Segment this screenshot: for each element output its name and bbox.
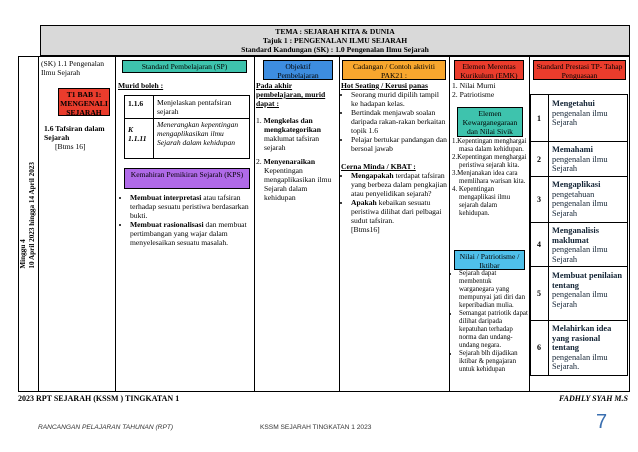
prestasi-level-number: 1 [537,114,541,123]
header-banner [40,25,630,56]
prestasi-level-number: 2 [537,155,541,164]
cerna-minda-list [341,171,448,234]
kps-item: • Membuat rasionalisasi dan membuat pertimbangan yang wajar dalam menyelesaikan sesuatu masalah. [130,220,252,247]
prestasi-level-number: 3 [537,195,541,204]
header-title: Tajuk 1 : PENGENALAN ILMU SEJARAH [262,36,408,45]
kewarganegaraan-item: 4. Kepentingan mengaplikasi ilmu sejarah dalam kehidupan. [452,186,511,217]
objektif-item: 1. Mengkelas dan mengkategorikan maklumat tafsiran sejarah [256,116,321,152]
divider [254,56,255,392]
kewarganegaraan-item: 1.Kepentingan menghargai masa dalam kehidupan. [452,138,527,153]
iktibar-item: • Sejarah dapat membentuk warganegara yang mempunyai jati diri dan keperibadian mulia. [459,270,528,310]
prestasi-level-number: 5 [537,289,541,298]
prestasi-level-desc: Menganalisis maklumat pengenalan ilmu Sejarah [552,226,608,264]
sp-item-text: Menerangkan kepentingan mengaplikasikan ilmu Sejarah dalam kehidupan [157,120,239,147]
footer-bottom-left: RANCANGAN PELAJARAN TAHUNAN (RPT) [38,424,174,431]
objektif-item: 2. Menyenaraikan Kepentingan mengaplikasikan ilmu Sejarah dalam kehidupan [256,157,332,202]
topic-ref: [Btms 16] [55,142,86,151]
iktibar-header: Nilai / Patriotisme / Iktibar [454,250,525,270]
hot-seating-item: • Bertindak menjawab soalan daripada rakan-rakan berkaitan topik 1.6 [351,108,448,135]
iktibar-item: • Semangat patriotik dapat dilihat daripada kepatuhan terhadap norma dan undang-undang negara. [459,310,528,350]
cerna-minda-ref: [Btms16] [351,225,380,234]
prestasi-level-desc: Mengaplikasi pengetahuan pengenalan ilmu Sejarah [552,180,608,218]
prestasi-level-number: 6 [537,343,541,352]
kewarganegaraan-list [452,138,528,218]
prestasi-level-desc: Melahirkan idea yang rasional tentang pengenalan ilmu Sejarah. [552,324,612,371]
divider [339,56,340,392]
topic-title: Tafsiran dalam Sejarah [44,124,105,142]
emk-item: 2. Patriotisme [452,90,495,99]
sp-item-code: K 1.1.11 [128,125,147,143]
page-number: 7 [596,411,608,433]
kps-item: • Membuat interpretasi atau tafsiran terhadap sesuatu peristiwa berdasarkan bukti. [130,193,252,220]
week-number: Minggu 4 [19,238,27,269]
header-standard: Standard Kandungan (SK) : 1.0 Pengenalan Ilmu Sejarah [241,45,429,54]
prestasi-level-desc: Mengetahui pengenalan ilmu Sejarah [552,99,608,127]
hot-seating-title: Hot Seating / Kerusi panas [341,81,428,90]
hot-seating-item: • Seorang murid dipilih tampil ke hadapan kelas. [351,90,448,108]
week-dates: 10 April 2023 hingga 14 April 2023 [28,161,36,269]
objektif-header: Objektif Pembelajaran [263,60,333,80]
objektif-list [256,116,338,202]
iktibar-item: • Sejarah blh dijadikan iktibar & pengajaran untuk kehidupan [459,350,528,374]
cerna-minda-item: • Mengapakah terdapat tafsiran yang berbeza dalam pengkajian atau penyelidikan sejarah? [351,171,448,198]
hot-seating-item: • Pelajar bertukar pandangan dan bersoal jawab [351,135,448,153]
emk-item: 1. Nilai Murni [452,81,496,90]
prestasi-table [530,94,628,376]
prestasi-level-desc: Memahami pengenalan ilmu Sejarah [552,145,608,173]
sp-item-code: 1.1.6 [128,99,144,108]
divider [449,56,450,392]
emk-header: Elemen Merentas Kurikulum (EMK) [454,60,524,80]
week-cell [18,150,38,280]
footer-left: 2023 RPT SEJARAH (KSSM ) TINGKATAN 1 [18,394,180,403]
sp-header: Standard Pembelajaran (SP) [122,60,247,73]
cerna-minda-item: • Apakah kebaikan sesuatu peristiwa dilihat dari pelbagai sudut tafsiran. [351,198,448,225]
objektif-intro: Pada akhir pembelajaran, murid dapat : [256,81,326,108]
prestasi-level-number: 4 [537,240,541,249]
sk-label: (SK) 1.1 Pengenalan Ilmu Sejarah [41,59,105,77]
prestasi-header: Standard Prestasi TP- Tahap Penguasaan [533,60,626,80]
kewarganegaraan-item: 2.Kepentingan menghargai peristiwa sejarah kita. [452,154,527,169]
murid-label: Murid boleh : [118,81,164,90]
iktibar-list [452,270,528,374]
divider [38,56,39,392]
prestasi-level-desc: Membuat penilaian tentang pengenalan ilmu Sejarah [552,271,623,309]
kps-header: Kemahiran Pemikiran Sejarah (KPS) [124,168,250,189]
cadangan-header: Cadangan / Contoh aktiviti PAK21 : [342,60,446,80]
hot-seating-list [341,90,448,153]
topic-block [44,124,114,151]
kewarganegaraan-header: Elemen Kewarganegaraan dan Nilai Sivik [457,107,523,137]
kewarganegaraan-item: 3.Menjanakan idea cara memlihara warisan kita. [452,170,526,185]
divider [115,56,116,392]
sp-item-text: Menjelaskan pentafsiran sejarah [157,98,232,116]
kps-list [120,193,252,247]
topic-number: 1.6 [44,124,54,133]
t1-chapter-badge: T1 BAB 1: MENGENALI SEJARAH [58,88,110,116]
footer-right: FADHLY SYAH M.S [559,394,628,403]
footer-bottom-center: KSSM SEJARAH TINGKATAN 1 2023 [260,424,372,431]
header-theme: TEMA : SEJARAH KITA & DUNIA [275,27,395,36]
cerna-minda-title: Cerna Minda / KBAT : [341,162,416,171]
sp-items-table [124,95,250,159]
